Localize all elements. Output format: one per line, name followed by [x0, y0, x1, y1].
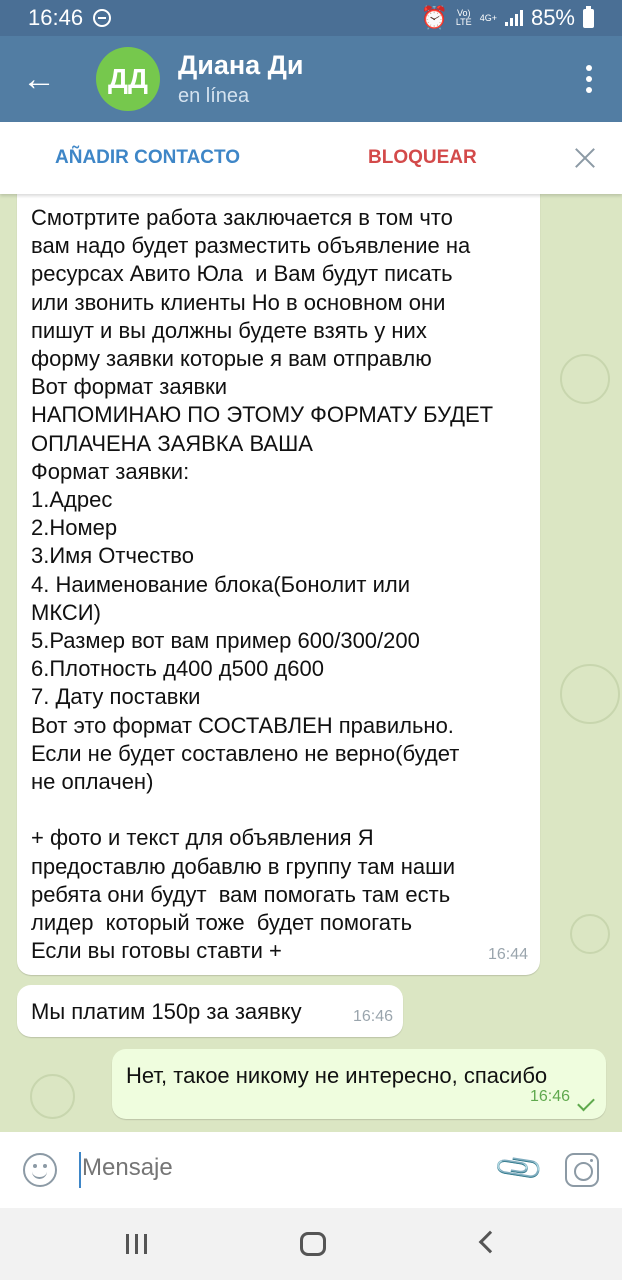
system-nav-bar [0, 1208, 622, 1280]
message-text: Мы платим 150р за заявку [31, 999, 302, 1024]
add-contact-button[interactable]: AÑADIR CONTACTO [55, 147, 241, 168]
message-text: Нет, такое никому не интересно, спасибо [126, 1063, 548, 1088]
background-pattern [560, 664, 620, 724]
avatar[interactable]: ДД [96, 47, 160, 111]
alarm-icon: ⏰ [420, 5, 448, 30]
volte-indicator: Vo) LTE [455, 8, 472, 27]
check-icon [577, 1094, 595, 1112]
background-pattern [560, 354, 610, 404]
message-time: 16:46 [352, 1007, 393, 1025]
camera-icon[interactable] [565, 1153, 599, 1187]
message-composer [0, 1132, 622, 1208]
block-button[interactable]: BLOQUEAR [368, 147, 477, 168]
status-bar [0, 0, 622, 36]
battery-icon [583, 9, 594, 28]
message-incoming[interactable] [17, 194, 540, 975]
message-list[interactable] [0, 194, 622, 1132]
close-icon[interactable] [573, 146, 597, 170]
emoji-icon[interactable] [23, 1153, 57, 1187]
nav-recents-icon[interactable] [126, 1234, 147, 1254]
signal-icon [505, 10, 523, 26]
message-input[interactable] [82, 1154, 462, 1182]
network-indicator: 4G+ [479, 12, 497, 23]
more-vert-icon[interactable] [586, 65, 592, 93]
contact-info[interactable] [178, 50, 304, 108]
contact-action-bar [0, 122, 622, 194]
background-pattern [570, 914, 610, 954]
message-text: Смотртите работа заключается в том что вам надо будет разместить объявление на ресурсах Авито Юла и Вам будут писать или звонить клиенты Но в основном они пишут и вы должны будете взять у них форму заявки которые я вам отправлю Вот формат заявки НАПОМИНАЮ ПО ЭТОМУ ФОРМАТУ БУДЕТ ОПЛАЧЕНА ЗАЯВКА ВАША Формат заявки: 1.Адрес 2.Номер 3.Имя Отчество 4. Наименование блока(Бонолит или МКСИ) 5.Размер вот вам пример 600/300/200 6.Плотность д400 д500 д600 7. Дату поставки Вот это формат СОСТАВЛЕН правильно. Если не будет составлено не верно(будет не оплачен) + фото и текст для объявления Я предоставлю добавлю в группу там наши ребята они будут вам помогать там есть лидер который тоже будет помогать Если вы готовы ставти + [31, 205, 494, 964]
message-time: 16:44 [487, 946, 528, 964]
status-time: 16:46 [28, 5, 84, 30]
battery-percent: 85% [530, 5, 575, 30]
contact-name: Диана Ди [178, 50, 304, 80]
attach-icon[interactable]: 📎 [492, 1141, 546, 1195]
nav-home-icon[interactable] [300, 1232, 326, 1256]
chat-header [0, 36, 622, 122]
nav-back-icon[interactable] [479, 1231, 502, 1254]
message-outgoing[interactable] [112, 1049, 606, 1119]
text-cursor [79, 1152, 81, 1188]
message-incoming[interactable] [17, 985, 403, 1037]
back-arrow-icon[interactable]: ← [22, 60, 56, 98]
background-pattern [30, 1074, 75, 1119]
do-not-disturb-icon [93, 9, 111, 27]
contact-status: en línea [178, 85, 250, 107]
message-time: 16:46 [529, 1087, 570, 1105]
